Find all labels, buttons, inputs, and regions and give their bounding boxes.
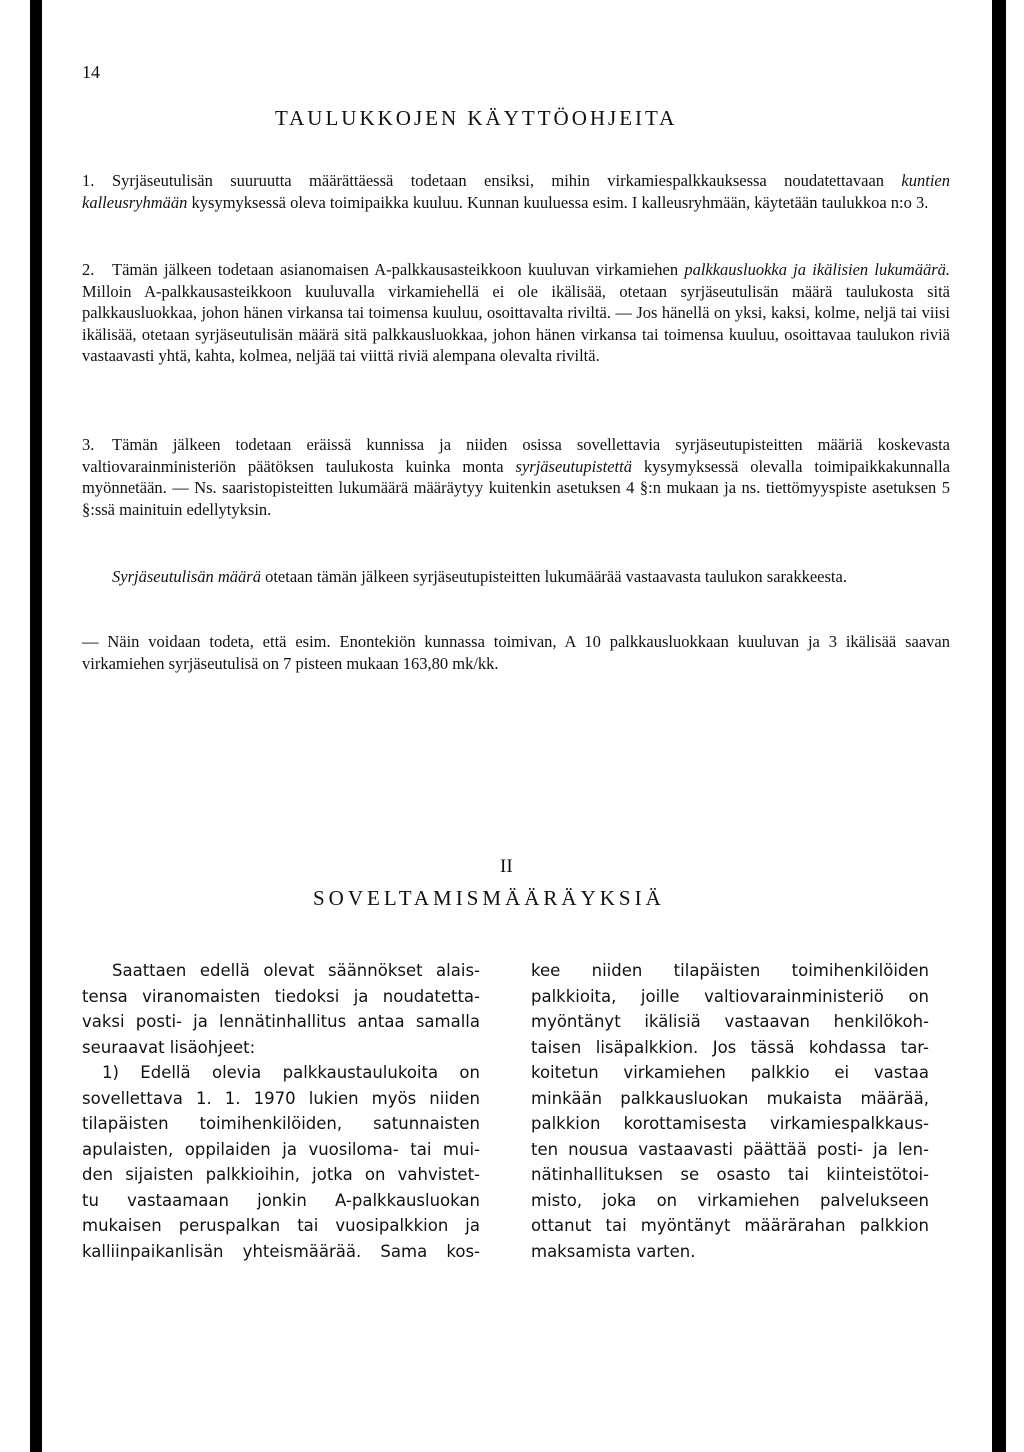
text-line: maksamista varten.	[531, 1241, 696, 1261]
text-line: apulaisten, oppilaiden ja vuosiloma- tai mui-	[82, 1139, 480, 1159]
paragraph-text: — Näin voidaan todeta, että esim. Enontekiön kunnassa toimivan, A 10 palkkausluokkaan kuuluvan ja 3 ikälisää saavan virkamiehen syrjäseutulisä on 7 pisteen mukaan 163,80 mk/kk.	[82, 632, 950, 673]
text-line: mukaisen peruspalkan tai vuosipalkkion ja	[82, 1216, 480, 1235]
text-line: minkään palkkausluokan mukaista määrää,	[531, 1088, 929, 1108]
paragraph-number: 2.	[82, 260, 95, 279]
text-line: ten nousua vastaavasti päättää posti- ja len-	[531, 1139, 929, 1159]
text-line: koitetun virkamiehen palkkio ei vastaa	[531, 1063, 929, 1082]
text-line: vaksi posti- ja lennätinhallitus antaa samalla	[82, 1012, 480, 1031]
text-line: tu vastaamaan jonkin A-palkkausluokan	[82, 1190, 480, 1210]
paragraph-number: 1.	[82, 171, 95, 190]
scan-border-right	[992, 0, 1006, 1452]
page-number: 14	[82, 62, 100, 82]
text-line: 1) Edellä olevia palkkaustaulukoita on	[102, 1063, 480, 1082]
paragraph-italic: kuntien kalleusryhmään	[82, 171, 950, 212]
paragraph-text: Tämän jälkeen todetaan eräissä kunnissa ja niiden osissa sovellettavia syrjäseutupisteitten määriä koskevasta valtiovarainministeriön päätöksen taulukosta kuinka monta	[82, 435, 950, 476]
text-line: ottanut tai myöntänyt määrärahan palkkion	[531, 1216, 929, 1235]
text-line: nätinhallituksen se osasto tai kiinteistötoi-	[531, 1165, 929, 1184]
paragraph-5	[82, 631, 950, 674]
text-line: kalliinpaikanlisän yhteismäärää. Sama kos-	[82, 1241, 480, 1261]
paragraph-italic: palkkausluokka ja ikälisien lukumäärä.	[684, 260, 950, 279]
text-line: palkkion korottamisesta virkamiespalkkaus-	[531, 1114, 929, 1133]
left-column	[82, 958, 480, 1264]
text-line: den sijaisten palkkioihin, jotka on vahvistet-	[82, 1165, 480, 1184]
text-line: sovellettava 1. 1. 1970 lukien myös niiden	[82, 1088, 480, 1108]
text-line: tilapäisten toimihenkilöiden, satunnaisten	[82, 1114, 480, 1133]
text-line: misto, joka on virkamiehen palvelukseen	[531, 1190, 929, 1210]
paragraph-1	[82, 170, 950, 213]
text-line: Saattaen edellä olevat säännökset alais-	[112, 961, 480, 980]
section-number: II	[500, 856, 513, 877]
paragraph-2	[82, 259, 950, 367]
text-line: myöntänyt ikälisiä vastaavan henkilökoh-	[531, 1012, 929, 1031]
paragraph-italic: syrjäseutupistettä	[515, 456, 632, 476]
section-heading-instructions: TAULUKKOJEN KÄYTTÖOHJEITA	[275, 106, 678, 130]
paragraph-3	[82, 434, 950, 520]
text-line: taisen lisäpalkkion. Jos tässä kohdassa tar-	[531, 1037, 929, 1057]
paragraph-text: otetaan tämän jälkeen syrjäseutupisteitten lukumäärää vastaavasta taulukon sarakkeesta.	[260, 567, 847, 586]
paragraph-number: 3.	[82, 435, 95, 454]
paragraph-4	[82, 566, 950, 588]
paragraph-text: Milloin A-palkkausasteikkoon kuuluvalla virkamiehellä ei ole ikälisää, otetaan syrjäseutulisän määrä taulukosta sitä palkkausluokkaa, johon hänen virkansa tai toimensa kuuluu, osoittavalta riviltä. — Jos hänellä on yksi, kaksi, kolme, neljä tai viisi ikälisää, otetaan syrjäseutulisän määrä sitä palkkausluokkaa, johon hänen virkansa tai toimensa kuuluu, osoittavaa taulukon riviä vastaavasti yhtä, kahta, kolmea, neljää tai viittä riviä alempana olevalta riviltä.	[82, 281, 950, 365]
paragraph-text: kysymyksessä olevalla toimipaikkakunnalla myönnetään. — Ns. saaristopisteitten lukumäärä määräytyy kuitenkin asetuksen 4 §:n mukaan ja ns. tiettömyyspiste asetuksen 5 §:ssä mainituin edellytyksin.	[82, 456, 950, 519]
text-line: kee niiden tilapäisten toimihenkilöiden	[531, 961, 929, 980]
section-heading-regulations: SOVELTAMISMÄÄRÄYKSIÄ	[313, 886, 665, 910]
paragraph-text: kysymyksessä oleva toimipaikka kuuluu. Kunnan kuuluessa esim. I kalleusryhmään, käytetään taulukkoa n:o 3.	[187, 192, 929, 212]
text-line: seuraavat lisäohjeet:	[82, 1037, 256, 1057]
right-column	[531, 958, 929, 1264]
scan-border-left	[30, 0, 42, 1452]
paragraph-text: Tämän jälkeen todetaan asianomaisen A-palkkausasteikkoon kuuluvan virkamiehen	[112, 260, 685, 279]
paragraph-italic: Syrjäseutulisän määrä	[112, 567, 261, 586]
text-line: palkkioita, joille valtiovarainministeriö on	[531, 986, 929, 1006]
paragraph-text: Syrjäseutulisän suuruutta määrättäessä todetaan ensiksi, mihin virkamiespalkkauksessa noudatettavaan	[112, 171, 902, 190]
text-line: tensa viranomaisten tiedoksi ja noudatetta-	[82, 986, 480, 1006]
